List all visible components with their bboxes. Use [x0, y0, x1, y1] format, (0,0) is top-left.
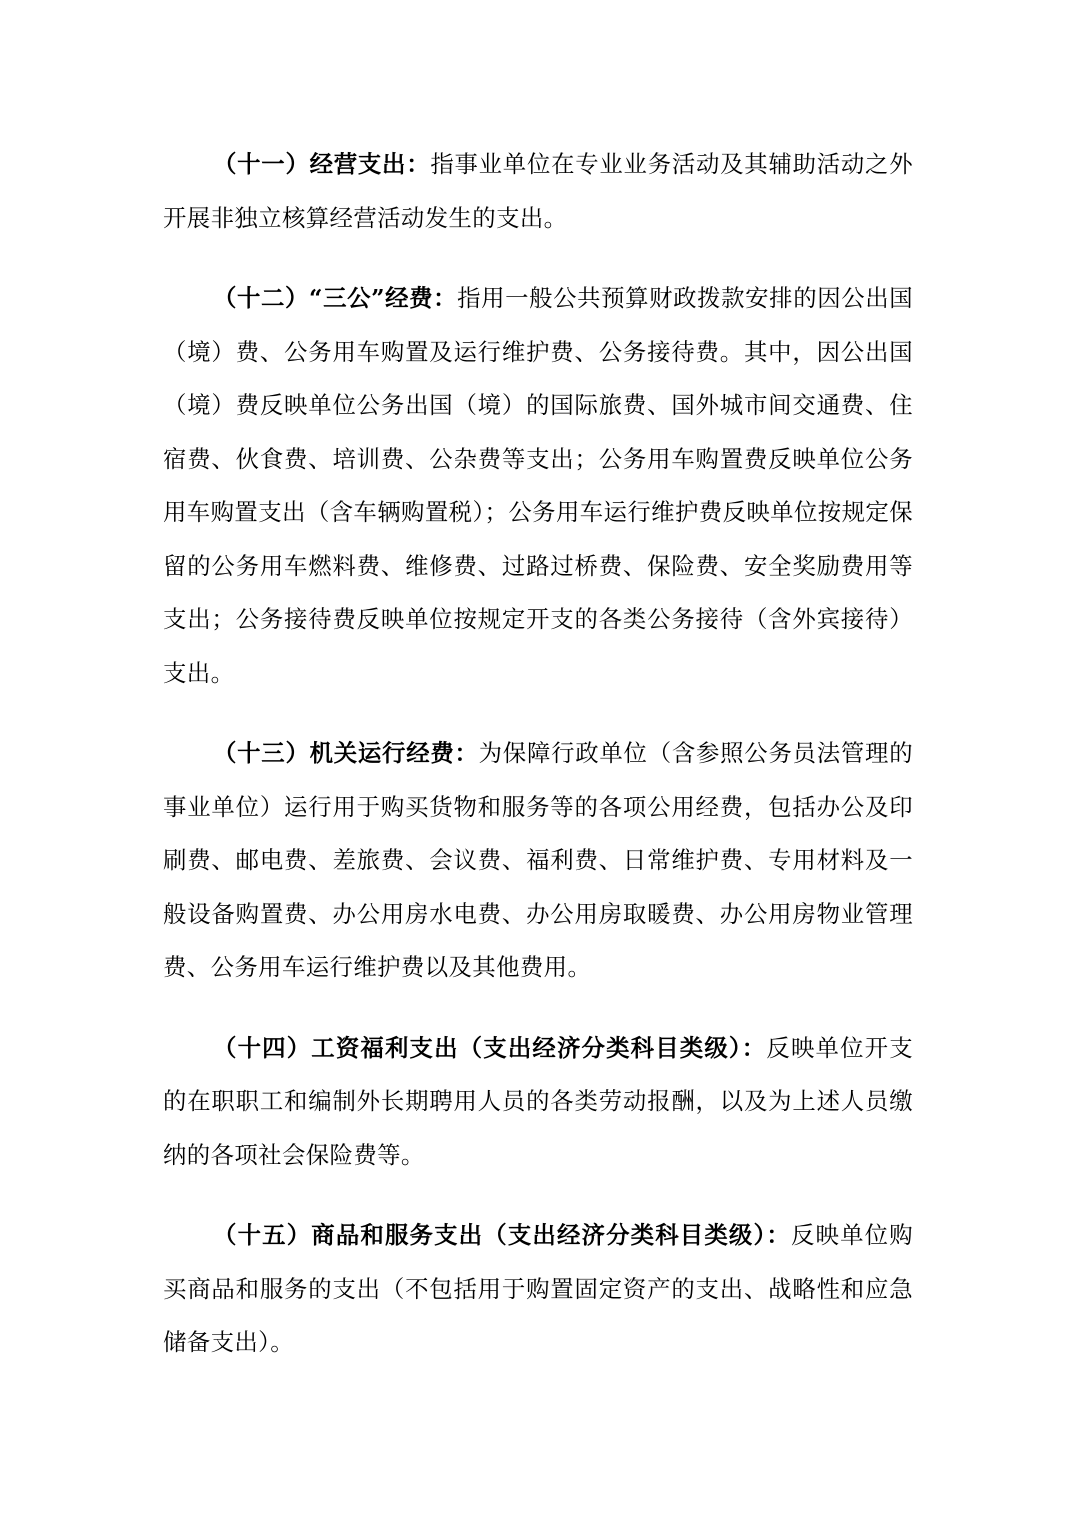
paragraph-text: 反映单位购买商品和服务的支出（不包括用于购置固定资产的支出、战略性和应急储备支出）。 [163, 1221, 913, 1356]
paragraph-three-public-expenses [163, 272, 913, 700]
term-heading: （十三）机关运行经费： [213, 739, 479, 767]
paragraph-operating-expenditure [163, 138, 913, 245]
paragraph-text: 反映单位开支的在职职工和编制外长期聘用人员的各类劳动报酬，以及为上述人员缴纳的各项社会保险费等。 [163, 1033, 914, 1169]
paragraph-text: 为保障行政单位（含参照公务员法管理的事业单位）运行用于购买货物和服务等的各项公用经费，包括办公及印刷费、邮电费、差旅费、会议费、福利费、日常维护费、专用材料及一般设备购置费、办公用房水电费、办公用房取暖费、办公用房物业管理费、公务用车运行维护费以及其他费用。 [163, 739, 913, 981]
paragraph-goods-services [163, 1209, 913, 1370]
term-heading: （十五）商品和服务支出（支出经济分类科目类级）： [213, 1221, 791, 1249]
term-heading: （十二）“三公”经费： [213, 284, 458, 312]
term-heading: （十四）工资福利支出（支出经济分类科目类级）： [213, 1033, 767, 1062]
document-body [163, 138, 913, 1370]
paragraph-text: 指用一般公共预算财政拨款安排的因公出国（境）费、公务用车购置及运行维护费、公务接待费。其中，因公出国（境）费反映单位公务出国（境）的国际旅费、国外城市间交通费、住宿费、伙食费、培训费、公杂费等支出；公务用车购置费反映单位公务用车购置支出（含车辆购置税）；公务用车运行维护费反映单位按规定保留的公务用车燃料费、维修费、过路过桥费、保险费、安全奖励费用等支出；公务接待费反映单位按规定开支的各类公务接待（含外宾接待）支出。 [163, 284, 913, 687]
paragraph-wages-welfare [163, 1022, 913, 1183]
paragraph-agency-operating-funds [163, 727, 913, 995]
term-heading: （十一）经营支出： [213, 150, 431, 178]
paragraph-text: 指事业单位在专业业务活动及其辅助活动之外开展非独立核算经营活动发生的支出。 [163, 150, 913, 232]
